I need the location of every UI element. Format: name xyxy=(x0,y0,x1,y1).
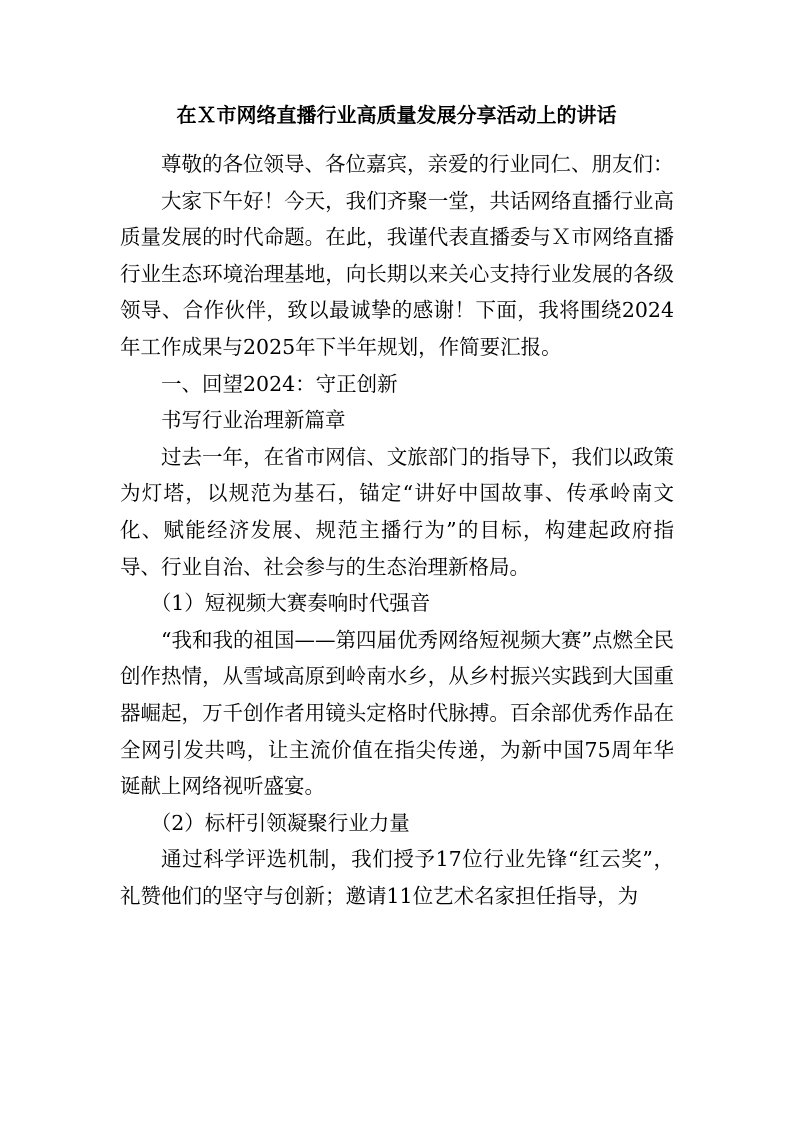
item-1-paragraph: “我和我的祖国——第四届优秀网络短视频大赛”点燃全民创作热情，从雪域高原到岭南水乡，从乡村振兴实践到大国重器崛起，万千创作者用镜头定格时代脉搏。百余部优秀作品在全网引发共鸣，让主流价值在指尖传递，为新中国75周年华诞献上网络视听盛宴。 xyxy=(120,627,674,799)
section-1-paragraph: 过去一年，在省市网信、文旅部门的指导下，我们以政策为灯塔，以规范为基石，锚定“讲好中国故事、传承岭南文化、赋能经济发展、规范主播行为”的目标，构建起政府指导、行业自治、社会参与的生态治理新格局。 xyxy=(120,444,674,579)
document-title: 在Ｘ市网络直播行业高质量发展分享活动上的讲话 xyxy=(176,103,617,127)
section-1-heading: 一、回望2024：守正创新 xyxy=(161,371,398,396)
item-1-heading: （1）短视频大赛奏响时代强音 xyxy=(150,591,431,616)
item-2-heading: （2）标杆引领凝聚行业力量 xyxy=(150,810,410,835)
item-2-paragraph: 通过科学评选机制，我们授予17位行业先锋“红云奖”，礼赞他们的坚守与创新；邀请11位艺术名家担任指导，为 xyxy=(120,847,674,908)
document-body xyxy=(120,146,674,914)
section-1-subtitle: 书写行业治理新篇章 xyxy=(161,408,346,433)
greeting-line: 尊敬的各位领导、各位嘉宾，亲爱的行业同仁、朋友们： xyxy=(161,152,674,176)
intro-paragraph: 大家下午好！今天，我们齐聚一堂，共话网络直播行业高质量发展的时代命题。在此，我谨代表直播委与Ｘ市网络直播行业生态环境治理基地，向长期以来关心支持行业发展的各级领导、合作伙伴，致以最诚挚的感谢！下面，我将围绕2024年工作成果与2025年下半年规划，作简要汇报。 xyxy=(120,188,674,359)
